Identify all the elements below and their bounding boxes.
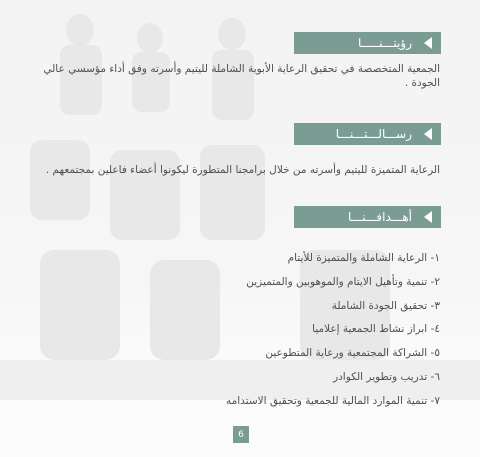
goals-title: أهـــدافـــنـــا (348, 210, 412, 224)
vision-text: الجمعية المتخصصة في تحقيق الرعاية الأبوية الشاملة لليتيم وأسرته وفق أداء مؤسسي عالي الجودة . (43, 63, 440, 89)
goals-list (140, 247, 440, 414)
mission-title: رســـالـــتـــنـــا (335, 127, 412, 141)
play-arrow-icon (424, 128, 432, 140)
mission-header (294, 123, 441, 145)
goal-item: ١- الرعاية الشاملة والمتميزة للأيتام (287, 252, 440, 264)
vision-header (294, 32, 441, 54)
play-arrow-icon (424, 37, 432, 49)
page-number: 6 (233, 426, 249, 443)
goal-item: ٧- تنمية الموارد المالية للجمعية وتحقيق الاستدامه (225, 394, 440, 407)
goal-item: ٢- تنمية وتأهيل الايتام والموهوبين والمتميزين (246, 275, 440, 288)
goal-item: ٥- الشراكة المجتمعية ورعاية المتطوعين (265, 347, 440, 360)
vision-title: رؤيتـــنـــــا (358, 36, 412, 50)
play-arrow-icon (424, 211, 432, 223)
goal-item: ٤- ابراز نشاط الجمعية إعلاميا (312, 323, 440, 336)
goals-header (294, 206, 441, 228)
goal-item: ٦- تدريب وتطوير الكوادر (333, 370, 440, 383)
mission-text: الرعاية المتميزة لليتيم وأسرته من خلال برامجنا المتطورة ليكونوا أعضاء فاعلين بمجتمعهم . (45, 164, 440, 176)
goal-item: ٣- تحقيق الجودة الشاملة (331, 299, 440, 312)
